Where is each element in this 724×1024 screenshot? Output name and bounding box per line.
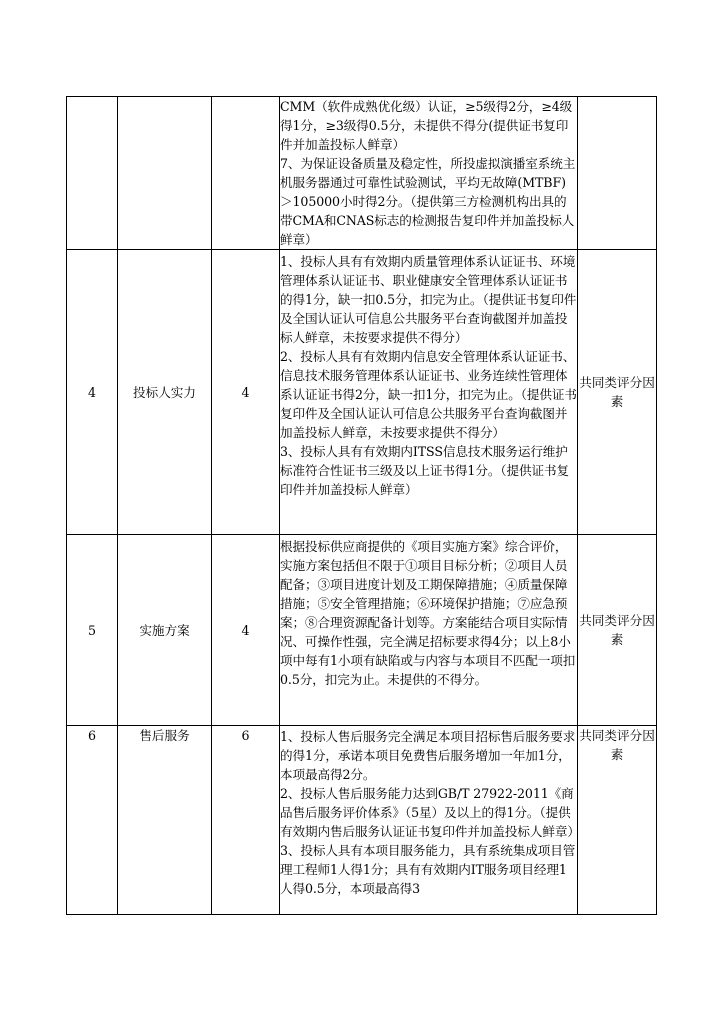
content-paragraph: 1、投标人售后服务完全满足本项目招标售后服务要求的得1分，承诺本项目免费售后服务增加一年加1分，本项最高得2分。 — [280, 729, 576, 782]
content-paragraph: 3、投标人具有本项目服务能力，具有系统集成项目管理工程师1人得1分；具有有效期内IT服务项目经理1人得0.5分，本项最高得3 — [280, 843, 576, 896]
row-category — [578, 97, 657, 250]
row-category: 共同类评分因素 — [578, 250, 657, 535]
scoring-table — [66, 96, 657, 915]
content-paragraph: 根据投标供应商提供的《项目实施方案》综合评价，实施方案包括但不限于①项目目标分析；②项目人员配备；③项目进度计划及工期保障措施；④质量保障措施；⑤安全管理措施；⑥环境保护措施；⑦应急预案；⑧合理资源配备计划等。方案能结合项目实际情况、可操作性强，完全满足招标要求得4分；以上8小项中每有1小项有缺陷或与内容与本项目不匹配一项扣0.5分，扣完为止。未提供的不得分。 — [280, 539, 576, 687]
row-number: 4 — [67, 250, 118, 535]
row-score: 4 — [212, 535, 280, 726]
row-content — [280, 535, 578, 726]
row-number: 5 — [67, 535, 118, 726]
row-content — [280, 250, 578, 535]
row-item: 售后服务 — [118, 726, 212, 915]
table-row — [67, 726, 657, 915]
table-row — [67, 250, 657, 535]
content-paragraph: 3、投标人具有有效期内ITSS信息技术服务运行维护标准符合性证书三级及以上证书得1分。（提供证书复印件并加盖投标人鲜章） — [280, 444, 569, 497]
row-content — [280, 97, 578, 250]
content-paragraph: 2、投标人售后服务能力达到GB/T 27922-2011《商品售后服务评价体系》（5星）及以上的得1分。（提供有效期内售后服务认证证书复印件并加盖投标人鲜章） — [280, 786, 580, 839]
content-paragraph: 7、为保证设备质量及稳定性，所投虚拟演播室系统主机服务器通过可靠性试验测试，平均无故障(MTBF)＞105000小时得2分。（提供第三方检测机构出具的带CMA和CNAS标志的检测报告复印件并加盖投标人鲜章） — [280, 156, 576, 247]
content-paragraph: 2、投标人具有有效期内信息安全管理体系认证证书、信息技术服务管理体系认证证书、业务连续性管理体系认证证书得2分，缺一扣1分，扣完为止。（提供证书复印件及全国认证认可信息公共服务平台查询截图并加盖投标人鲜章，未按要求提供不得分） — [280, 349, 577, 440]
row-score — [212, 97, 280, 250]
row-number — [67, 97, 118, 250]
row-score: 6 — [212, 726, 280, 915]
content-paragraph: CMM（软件成熟优化级）认证，≥5级得2分，≥4级得1分，≥3级得0.5分，未提供不得分(提供证书复印件并加盖投标人鲜章） — [280, 99, 573, 152]
row-item — [118, 97, 212, 250]
content-paragraph: 1、投标人具有有效期内质量管理体系认证证书、环境管理体系认证证书、职业健康安全管理体系认证证书的得1分，缺一扣0.5分，扣完为止。（提供证书复印件及全国认证认可信息公共服务平台查询截图并加盖投标人鲜章，未按要求提供不得分） — [280, 254, 577, 345]
row-content — [280, 726, 578, 915]
table-row — [67, 535, 657, 726]
table-row — [67, 97, 657, 250]
row-category: 共同类评分因素 — [578, 535, 657, 726]
row-number: 6 — [67, 726, 118, 915]
row-score: 4 — [212, 250, 280, 535]
row-item: 投标人实力 — [118, 250, 212, 535]
row-item: 实施方案 — [118, 535, 212, 726]
row-category: 共同类评分因素 — [578, 726, 657, 915]
